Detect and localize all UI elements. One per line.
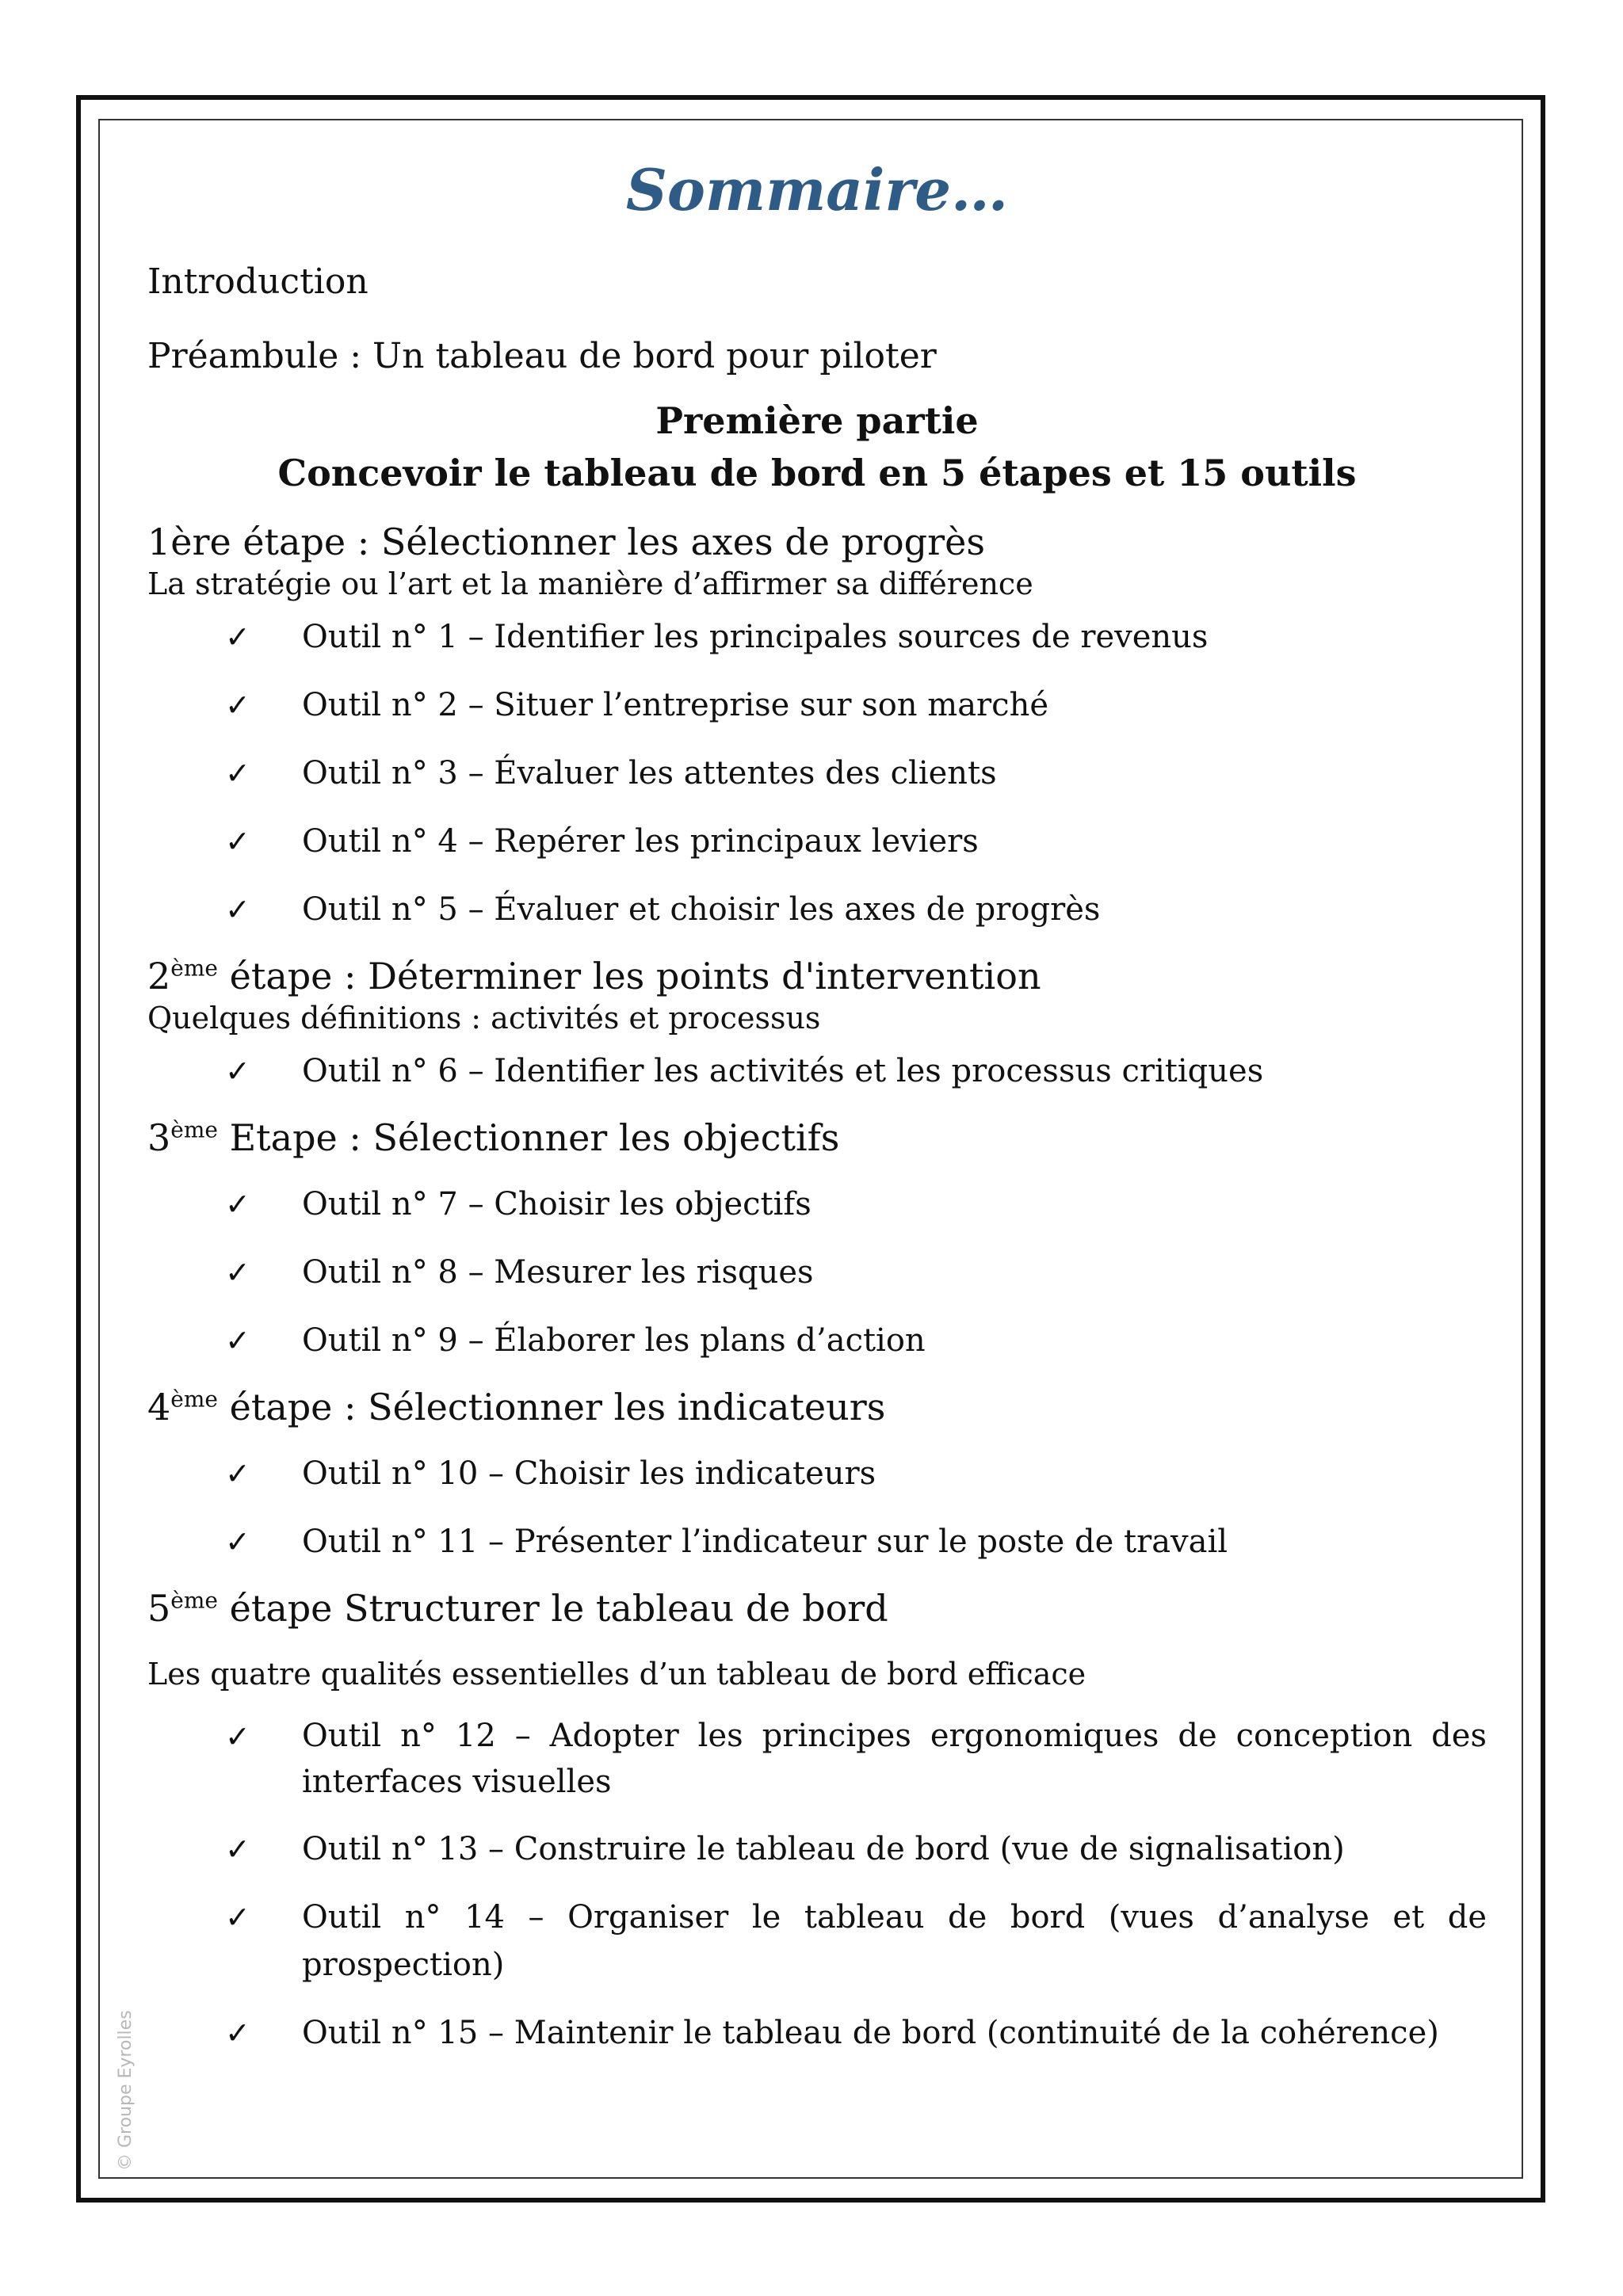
check-icon: ✓ bbox=[225, 1054, 250, 1089]
check-icon: ✓ bbox=[225, 1187, 250, 1222]
check-icon: ✓ bbox=[225, 1832, 250, 1867]
tool-label: Outil n° 9 – Élaborer les plans d’action bbox=[302, 1322, 926, 1359]
tool-label: Outil n° 12 – Adopter les principes ergonomiques de conception des interfaces visuelles bbox=[302, 1718, 1487, 1800]
stage-title: étape : Sélectionner les indicateurs bbox=[217, 1386, 886, 1428]
stage-ordinal: ème bbox=[170, 1116, 218, 1143]
part-number: Première partie bbox=[655, 399, 979, 442]
stage-title: Etape : Sélectionner les objectifs bbox=[217, 1116, 840, 1159]
tool-label: Outil n° 7 – Choisir les objectifs bbox=[302, 1186, 812, 1222]
tool-label: Outil n° 13 – Construire le tableau de bord (vue de signalisation) bbox=[302, 1831, 1345, 1867]
tool-label: Outil n° 8 – Mesurer les risques bbox=[302, 1254, 814, 1291]
check-icon: ✓ bbox=[225, 756, 250, 791]
stage-ordinal: ème bbox=[170, 1386, 218, 1413]
tool-label: Outil n° 14 – Organiser le tableau de bord (vues d’analyse et de prospection) bbox=[302, 1899, 1487, 1983]
stage-3-tools bbox=[147, 1180, 1487, 1364]
table-of-contents bbox=[147, 143, 1487, 2077]
check-icon: ✓ bbox=[225, 824, 250, 859]
stage-title: étape : Déterminer les points d'intervention bbox=[217, 955, 1041, 997]
check-icon: ✓ bbox=[225, 892, 250, 927]
check-icon: ✓ bbox=[225, 1255, 250, 1290]
tool-label: Outil n° 5 – Évaluer et choisir les axes de progrès bbox=[302, 891, 1101, 928]
stage-1-tools bbox=[147, 613, 1487, 933]
tool-label: Outil n° 1 – Identifier les principales sources de revenus bbox=[302, 619, 1209, 655]
tool-item bbox=[147, 1317, 1487, 1364]
tool-item bbox=[147, 1249, 1487, 1296]
stage-number: 3 bbox=[147, 1116, 171, 1159]
tool-item bbox=[147, 1713, 1487, 1805]
tool-label: Outil n° 15 – Maintenir le tableau de bord (continuité de la cohérence) bbox=[302, 2015, 1439, 2051]
stage-3-heading bbox=[147, 1116, 1487, 1160]
stage-5-heading bbox=[147, 1586, 1487, 1630]
tool-item bbox=[147, 1894, 1487, 1989]
tool-item bbox=[147, 1450, 1487, 1497]
tool-label: Outil n° 10 – Choisir les indicateurs bbox=[302, 1455, 876, 1492]
stage-4-tools bbox=[147, 1450, 1487, 1566]
stage-4-heading bbox=[147, 1385, 1487, 1429]
tool-item bbox=[147, 886, 1487, 933]
tool-item bbox=[147, 2009, 1487, 2057]
stage-number: 2 bbox=[147, 955, 171, 997]
stage-1-subtitle: La stratégie ou l’art et la manière d’affirmer sa différence bbox=[147, 566, 1033, 601]
stage-5-subtitle: Les quatre qualités essentielles d’un tableau de bord efficace bbox=[147, 1657, 1086, 1691]
check-icon: ✓ bbox=[225, 1456, 250, 1491]
tool-label: Outil n° 2 – Situer l’entreprise sur son marché bbox=[302, 687, 1049, 723]
stage-number: 4 bbox=[147, 1386, 171, 1428]
publisher-watermark: © Groupe Eyrolles bbox=[116, 2010, 136, 2171]
check-icon: ✓ bbox=[225, 2016, 250, 2050]
tool-item bbox=[147, 1180, 1487, 1228]
check-icon: ✓ bbox=[225, 1719, 250, 1754]
part-title: Concevoir le tableau de bord en 5 étapes et 15 outils bbox=[277, 452, 1357, 494]
stage-5-tools bbox=[147, 1713, 1487, 2057]
preamble-entry: Préambule : Un tableau de bord pour piloter bbox=[147, 336, 937, 376]
tool-item bbox=[147, 1518, 1487, 1566]
check-icon: ✓ bbox=[225, 688, 250, 723]
page-title: Sommaire… bbox=[625, 156, 1009, 223]
check-icon: ✓ bbox=[225, 1524, 250, 1559]
tool-label: Outil n° 11 – Présenter l’indicateur sur le poste de travail bbox=[302, 1524, 1228, 1560]
stage-1-heading: 1ère étape : Sélectionner les axes de progrès bbox=[147, 521, 985, 563]
stage-title: étape Structurer le tableau de bord bbox=[217, 1587, 888, 1630]
tool-item bbox=[147, 1825, 1487, 1873]
check-icon: ✓ bbox=[225, 1900, 250, 1935]
tool-item bbox=[147, 818, 1487, 865]
check-icon: ✓ bbox=[225, 620, 250, 654]
tool-label: Outil n° 3 – Évaluer les attentes des clients bbox=[302, 755, 997, 791]
stage-2-tools bbox=[147, 1047, 1487, 1095]
part-heading bbox=[147, 395, 1487, 499]
stage-2-subtitle: Quelques définitions : activités et processus bbox=[147, 1001, 821, 1035]
check-icon: ✓ bbox=[225, 1323, 250, 1358]
stage-ordinal: ème bbox=[170, 955, 218, 982]
stage-ordinal: ème bbox=[170, 1587, 218, 1614]
tool-label: Outil n° 4 – Repérer les principaux leviers bbox=[302, 823, 979, 860]
stage-2-heading bbox=[147, 954, 1487, 998]
tool-item bbox=[147, 681, 1487, 729]
tool-label: Outil n° 6 – Identifier les activités et les processus critiques bbox=[302, 1053, 1264, 1089]
tool-item bbox=[147, 749, 1487, 797]
stage-number: 5 bbox=[147, 1587, 171, 1630]
tool-item bbox=[147, 613, 1487, 661]
intro-entry: Introduction bbox=[147, 261, 369, 302]
tool-item bbox=[147, 1047, 1487, 1095]
